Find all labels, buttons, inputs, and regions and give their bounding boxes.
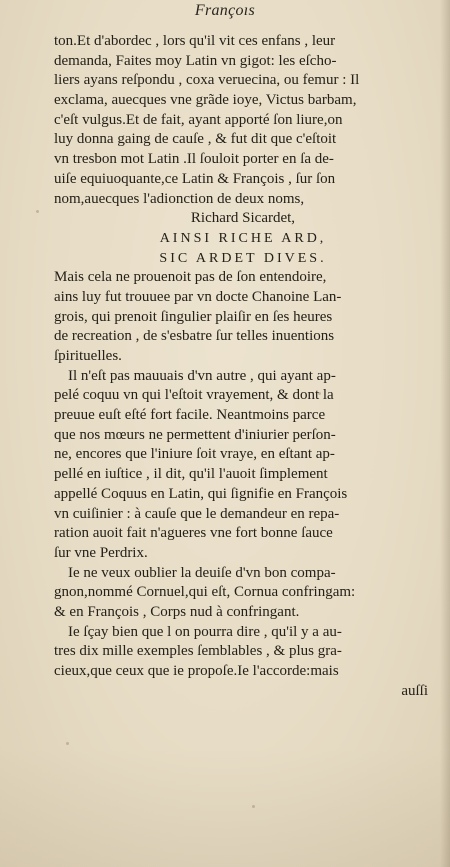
text-line: luy donna gaing de cauſe , & fut dit que c'eſtoit: [54, 131, 337, 148]
paper-speck: [252, 805, 255, 808]
text-line: ſur vne Perdrix.: [54, 544, 148, 561]
paper-speck: [66, 742, 69, 745]
text-line: ton.Et d'abordec , lors qu'il vit ces enfans , leur: [54, 33, 336, 49]
text-line: ains luy fut trouuee par vn docte Chanoine Lan-: [54, 288, 342, 305]
text-line: de recreation , de s'esbatre ſur telles inuentions: [54, 328, 335, 345]
paper-speck: [36, 210, 39, 213]
text-line: que nos mœurs ne permettent d'iniurier perſon-: [54, 426, 336, 443]
text-line: nom,auecques l'adionction de deux noms,: [54, 190, 305, 207]
text-line: liers ayans reſpondu , coxa veruecina, ou femur : Il: [54, 72, 360, 89]
text-line: SIC ARDET DIVES.: [159, 250, 327, 266]
text-line: ration auoit fait n'agueres vne fort bonne ſauce: [54, 525, 333, 542]
text-line: ſpirituelles.: [54, 348, 122, 364]
text-line: Richard Sicardet,: [190, 210, 296, 227]
body-text: [54, 32, 432, 701]
text-line: c'eſt vulgus.Et de fait, ayant apporté ſon liure,on: [54, 111, 343, 128]
paper-speck: [318, 392, 321, 395]
text-line: exclama, auecques vne grãde ioye, Victus barbam,: [54, 92, 357, 109]
text-line: pellé en iuſtice , il dit, qu'il l'auoit ſimplement: [54, 466, 328, 483]
text-line: tres dix mille exemples ſemblables , & plus gra-: [54, 643, 342, 660]
text-line: cieux,que ceux que ie propoſe.Ie l'accorde:mais: [54, 663, 339, 679]
text-line: Ie ſçay bien que l on pourra dire , qu'il y a au-: [68, 623, 342, 640]
text-line: grois, qui prenoit ſingulier plaiſir en ſes heures: [54, 308, 333, 325]
text-line: Ie ne veux oublier la deuiſe d'vn bon compa-: [68, 564, 336, 581]
text-line: & en François , Corps nud à confringant.: [54, 603, 300, 620]
text-line: appellé Coquus en Latin, qui ſignifie en François: [54, 485, 348, 502]
text-line: uiſe equiuoquante,ce Latin & François , ſur ſon: [54, 170, 336, 187]
text-line: AINSI RICHE ARD,: [159, 230, 327, 246]
text-line: vn tresbon mot Latin .Il ſouloit porter en ſa de-: [54, 151, 334, 168]
text-line: vn cuiſinier : à cauſe que le demandeur en repa-: [54, 505, 340, 522]
paper-speck: [210, 258, 213, 261]
catchword: auſſi: [401, 682, 428, 699]
page-gutter-shadow: [440, 0, 450, 867]
text-line: preuue euſt eſté fort facile. Neantmoins parce: [54, 407, 326, 424]
text-line: Il n'eſt pas mauuais d'vn autre , qui ayant ap-: [68, 367, 336, 384]
text-line: Mais cela ne prouenoit pas de ſon entendoire,: [54, 269, 327, 286]
running-head: Françoıs: [194, 2, 256, 19]
text-line: gnon,nommé Cornuel,qui eſt, Cornua confringam:: [54, 584, 356, 601]
text-line: pelé coquu vn qui l'eſtoit vrayement, & dont la: [54, 387, 334, 404]
text-line: demanda, Faites moy Latin vn gigot: les eſcho-: [54, 52, 337, 69]
text-line: ne, encores que l'iniure ſoit vraye, en eſtant ap-: [54, 446, 335, 463]
